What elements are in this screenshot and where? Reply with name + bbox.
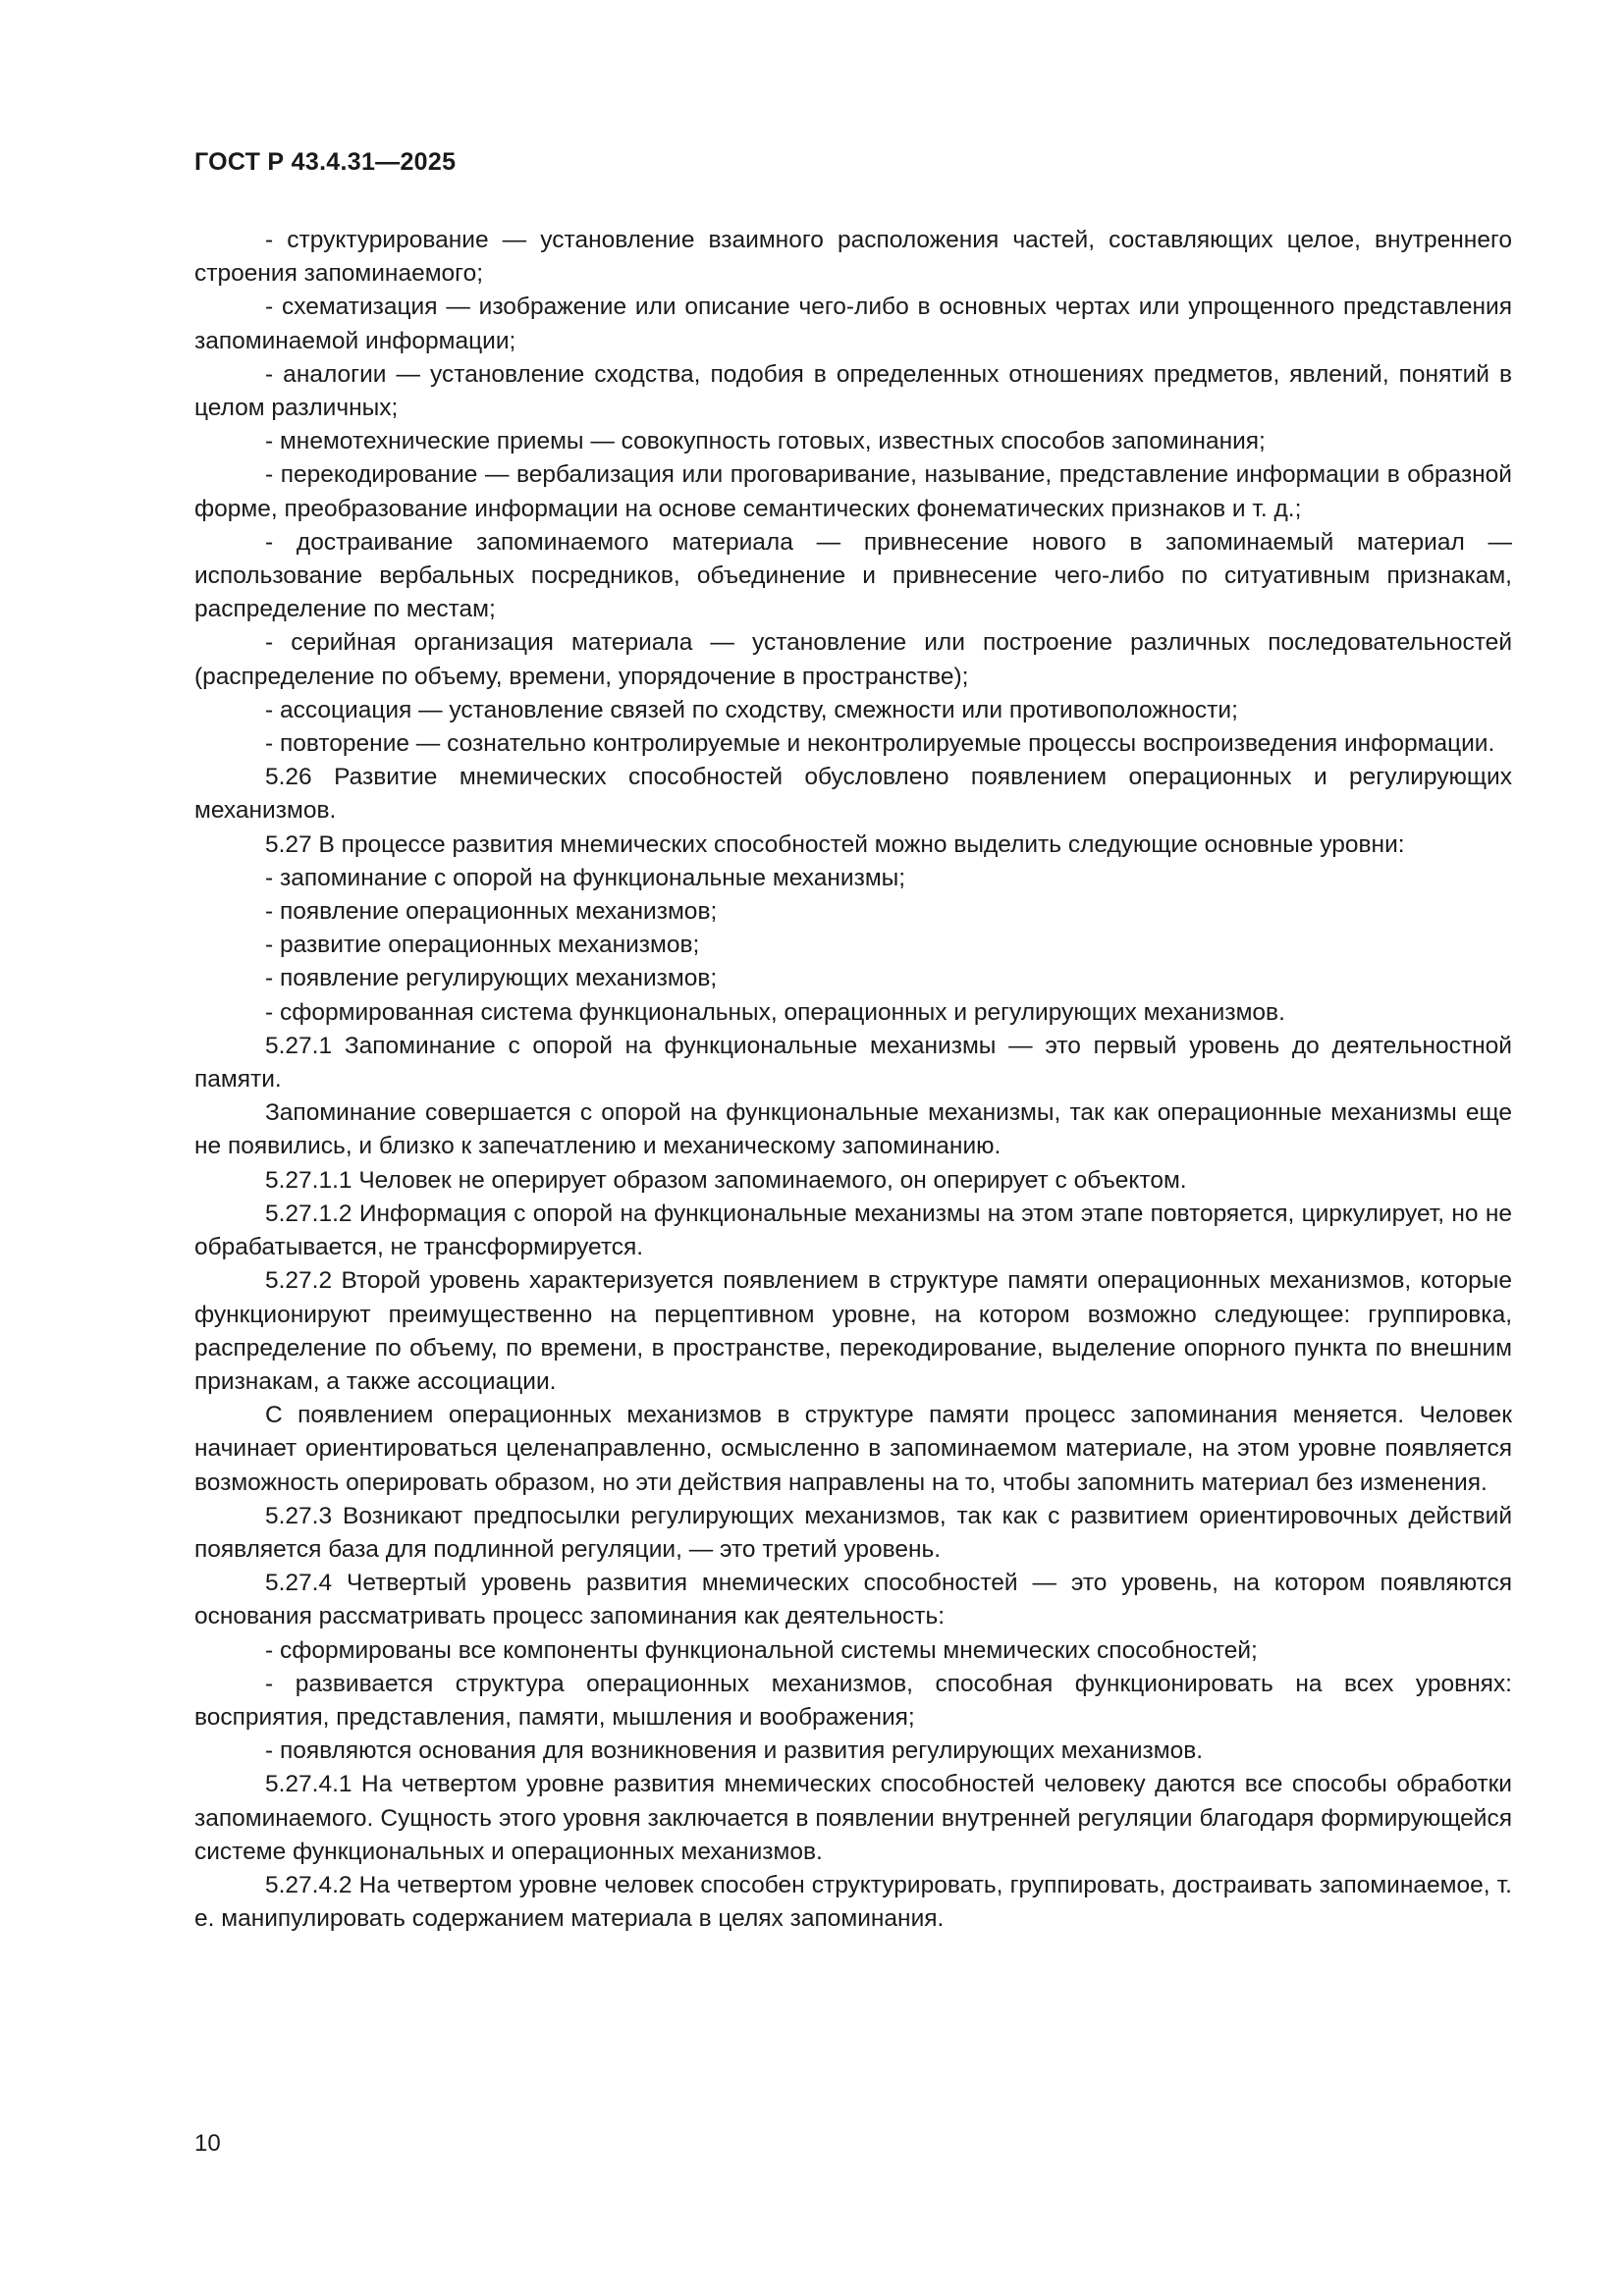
list-item: - появление операционных механизмов; — [265, 898, 718, 926]
document-body — [194, 224, 1512, 1936]
list-item: - мнемотехнические приемы — совокупность готовых, известных способов запоминания; — [265, 428, 1266, 455]
list-item: - перекодирование — вербализация или проговаривание, называние, представление информации в образной форме, преобразование информации на основе семантических фонематических признаков и т. д.; — [194, 461, 1512, 522]
list-item: - запоминание с опорой на функциональные механизмы; — [265, 864, 906, 891]
list-item: - структурирование — установление взаимного расположения частей, составляющих целое, внутреннего строения запоминаемого; — [194, 227, 1512, 288]
list-item: - ассоциация — установление связей по сходству, смежности или противоположности; — [265, 696, 1238, 723]
list-item: - повторение — сознательно контролируемые и неконтролируемые процессы воспроизведения информации. — [265, 730, 1495, 758]
list-item: - схематизация — изображение или описание чего-либо в основных чертах или упрощенного представления запоминаемой информации; — [194, 294, 1512, 354]
clause-5-27-1-1: 5.27.1.1 Человек не оперирует образом запоминаемого, он оперирует с объектом. — [265, 1166, 1187, 1194]
list-item: - развивается структура операционных механизмов, способная функционировать на всех уровнях: восприятия, представления, памяти, мышления и воображения; — [194, 1670, 1512, 1731]
clause-5-27-4-1: 5.27.4.1 На четвертом уровне развития мнемических способностей человеку даются все способы обработки запоминаемого. Сущность этого уровня заключается в появлении внутренней регуляции благодаря формирующейся системе функциональных и операционных механизмов. — [194, 1771, 1512, 1865]
paragraph: С появлением операционных механизмов в структуре памяти процесс запоминания меняется. Человек начинает ориентироваться целенаправленно, осмысленно в запоминаемом материале, на этом уровне появляется возможность оперировать образом, но эти действия направлены на то, чтобы запомнить материал без изменения. — [194, 1402, 1512, 1496]
clause-5-27: 5.27 В процессе развития мнемических способностей можно выделить следующие основные уровни: — [265, 830, 1405, 858]
list-item: - сформированы все компоненты функциональной системы мнемических способностей; — [265, 1636, 1258, 1664]
document-code-header: ГОСТ Р 43.4.31—2025 — [194, 148, 457, 176]
clause-5-27-4: 5.27.4 Четвертый уровень развития мнемических способностей — это уровень, на котором появляются основания рассматривать процесс запоминания как деятельность: — [194, 1570, 1512, 1630]
list-item: - появляются основания для возникновения и развития регулирующих механизмов. — [265, 1737, 1204, 1765]
paragraph: Запоминание совершается с опорой на функциональные механизмы, так как операционные механизмы еще не появились, и близко к запечатлению и механическому запоминанию. — [194, 1099, 1512, 1160]
clause-5-27-1-2: 5.27.1.2 Информация с опорой на функциональные механизмы на этом этапе повторяется, циркулирует, но не обрабатывается, не трансформируется. — [194, 1200, 1512, 1261]
clause-5-26: 5.26 Развитие мнемических способностей обусловлено появлением операционных и регулирующих механизмов. — [194, 764, 1512, 825]
list-item: - сформированная система функциональных, операционных и регулирующих механизмов. — [265, 998, 1285, 1026]
list-item: - аналогии — установление сходства, подобия в определенных отношениях предметов, явлений, понятий в целом различных; — [194, 360, 1512, 422]
list-item: - серийная организация материала — установление или построение различных последовательностей (распределение по объему, времени, упорядочение в пространстве); — [194, 629, 1512, 690]
clause-5-27-1: 5.27.1 Запоминание с опорой на функциональные механизмы — это первый уровень до деятельностной памяти. — [194, 1032, 1512, 1094]
clause-5-27-2: 5.27.2 Второй уровень характеризуется появлением в структуре памяти операционных механизмов, которые функционируют преимущественно на перцептивном уровне, на котором возможно следующее: группировка, распределение по объему, по времени, в пространстве, перекодирование, выделение опорного пункта по внешним признакам, а также ассоциации. — [194, 1267, 1512, 1395]
clause-5-27-3: 5.27.3 Возникают предпосылки регулирующих механизмов, так как с развитием ориентировочных действий появляется база для подлинной регуляции, — это третий уровень. — [194, 1502, 1512, 1563]
clause-5-27-4-2: 5.27.4.2 На четвертом уровне человек способен структурировать, группировать, достраивать запоминаемое, т. е. манипулировать содержанием материала в целях запоминания. — [194, 1871, 1512, 1933]
list-item: - появление регулирующих механизмов; — [265, 965, 718, 992]
page-number: 10 — [194, 2130, 221, 2157]
list-item: - достраивание запоминаемого материала — привнесение нового в запоминаемый материал — использование вербальных посредников, объединение и привнесение чего-либо по ситуативным признакам, распределение по местам; — [194, 528, 1512, 623]
list-item: - развитие операционных механизмов; — [265, 932, 700, 959]
